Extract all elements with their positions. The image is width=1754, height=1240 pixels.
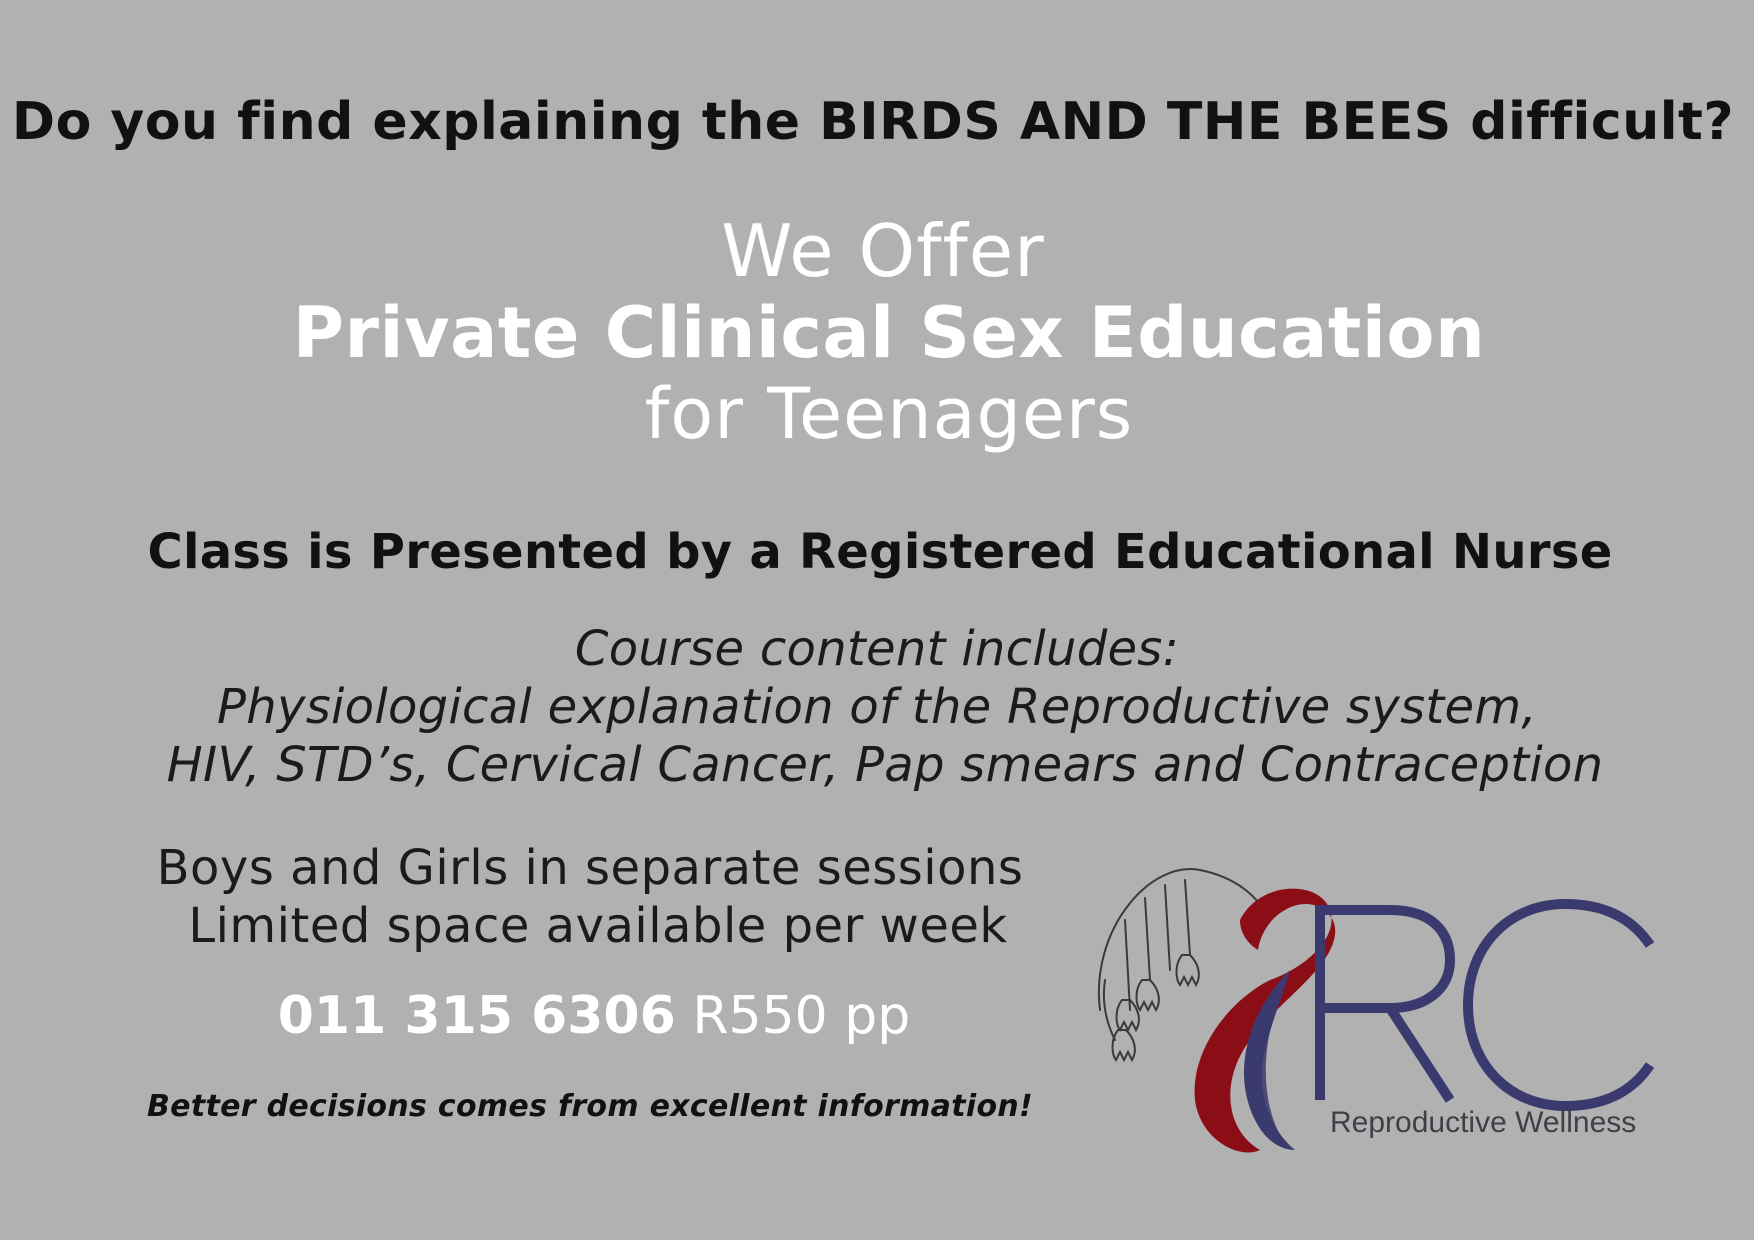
presenter-text: Class is Presented by a Registered Educational Nurse <box>147 524 1613 580</box>
audience-text: for Teenagers <box>644 373 1134 455</box>
contact-line <box>124 986 1064 1046</box>
tagline: Better decisions comes from excellent information! <box>147 1089 1033 1124</box>
availability-text: Limited space available per week <box>188 898 1008 954</box>
course-content-line-2: HIV, STD’s, Cervical Cancer, Pap smears and Contraception <box>166 737 1604 793</box>
phone-number: 011 315 6306 <box>277 986 676 1046</box>
course-content-intro: Course content includes: <box>574 621 1180 677</box>
course-content-line-1: Physiological explanation of the Reproductive system, <box>217 679 1537 735</box>
logo-name: Reproductive Wellness <box>1330 1106 1637 1139</box>
program-name: Private Clinical Sex Education <box>292 292 1486 374</box>
sessions-text: Boys and Girls in separate sessions <box>156 840 1024 896</box>
price-text: R550 pp <box>692 986 911 1046</box>
headline: Do you find explaining the BIRDS AND THE BEES difficult? <box>11 92 1735 152</box>
offer-intro: We Offer <box>721 209 1045 293</box>
